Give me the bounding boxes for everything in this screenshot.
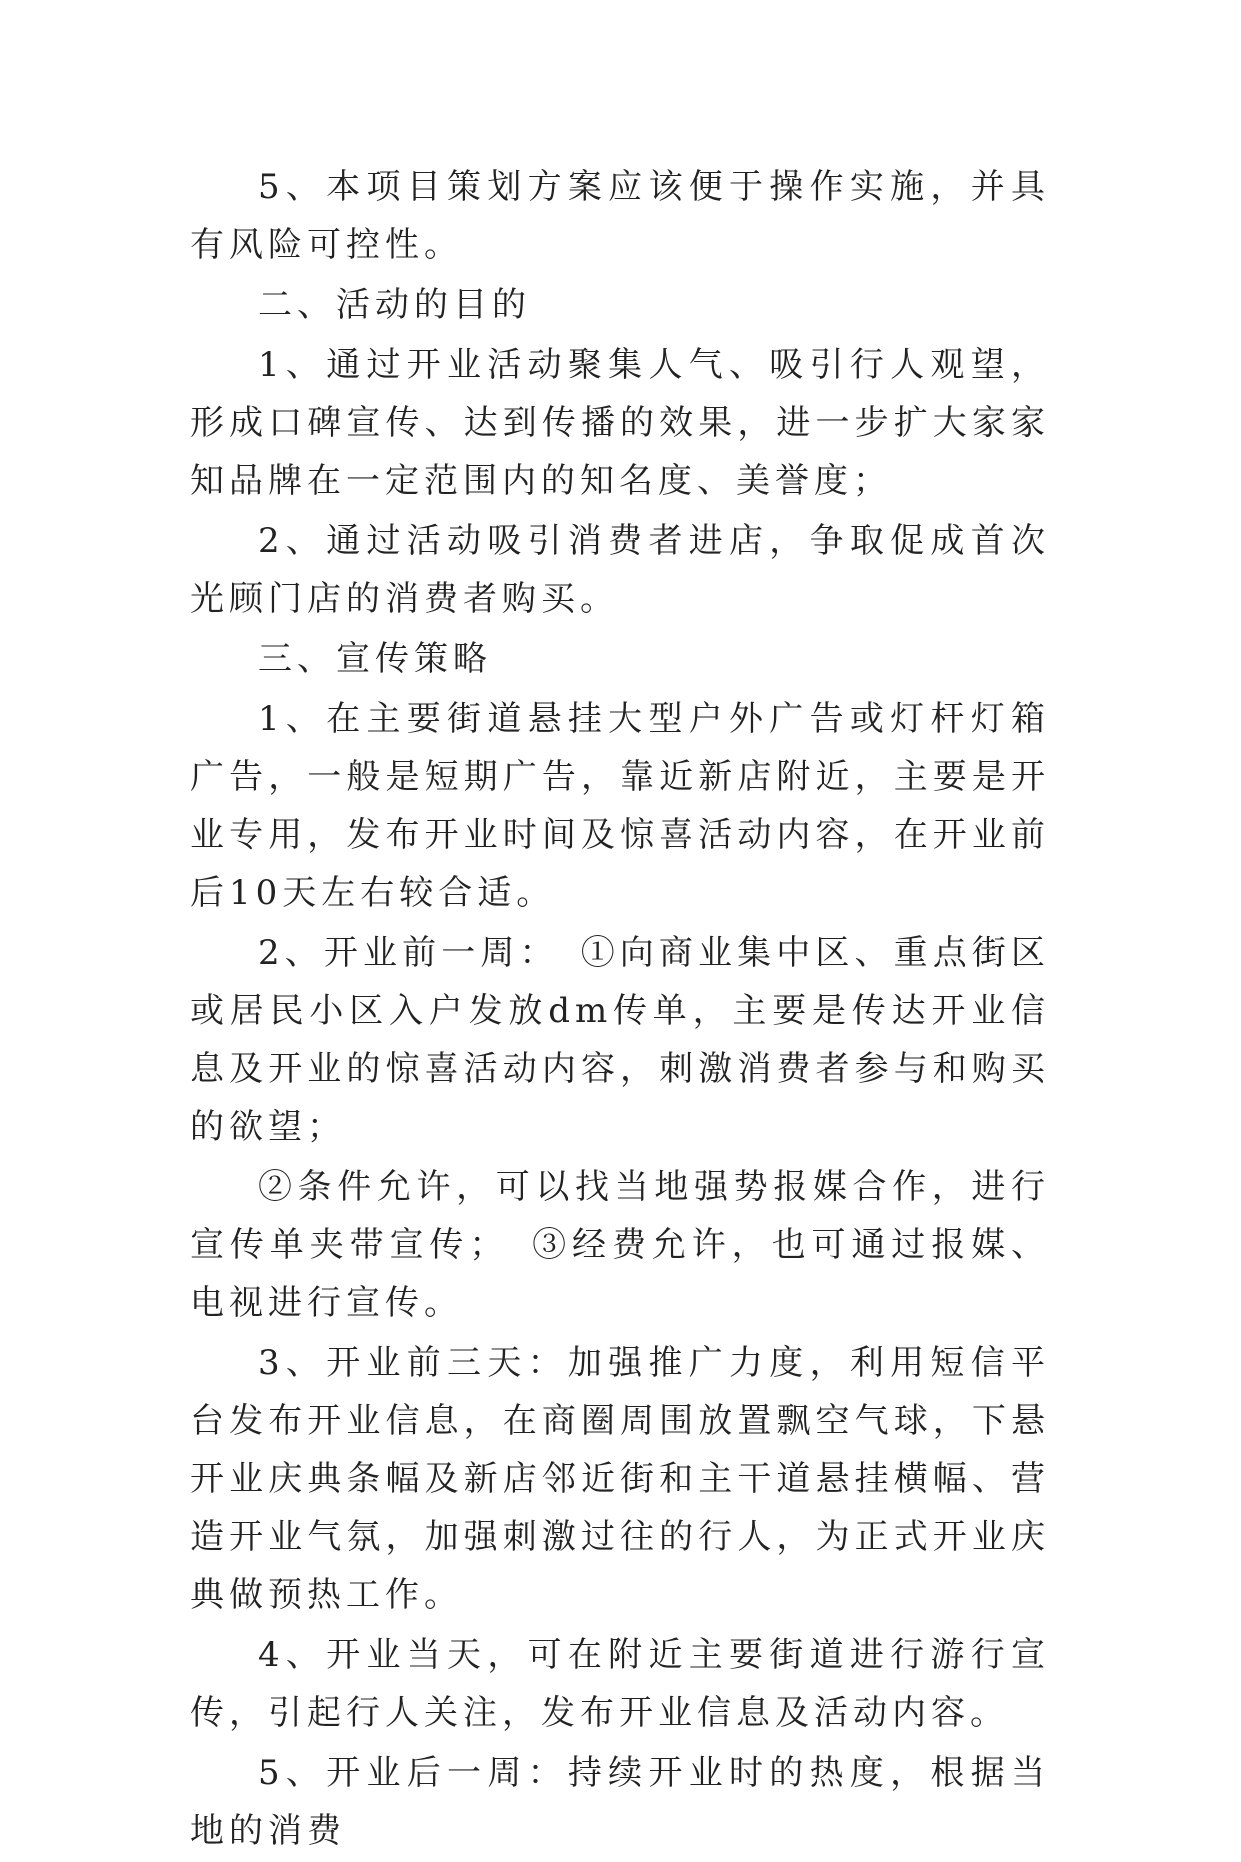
section-heading-purpose: 二、活动的目的 — [258, 285, 531, 325]
paragraph-promotion-3: 3、开业前三天：加强推广力度，利用短信平台发布开业信息，在商圈周围放置飘空气球，下悬开业庆典条幅及新店邻近街和主干道悬挂横幅、营造开业气氛，加强刺激过往的行人，为正式开业庆典做预热工作。 — [190, 1343, 1050, 1615]
paragraph-purpose-1: 1、通过开业活动聚集人气、吸引行人观望，形成口碑宣传、达到传播的效果，进一步扩大家家知品牌在一定范围内的知名度、美誉度； — [190, 345, 1050, 501]
document-body — [190, 158, 1050, 1862]
section-heading-promotion: 三、宣传策略 — [258, 639, 492, 679]
paragraph-promotion-1: 1、在主要街道悬挂大型户外广告或灯杆灯箱广告，一般是短期广告，靠近新店附近，主要是开业专用，发布开业时间及惊喜活动内容，在开业前后10天左右较合适。 — [190, 699, 1050, 913]
paragraph-risk-control: 5、本项目策划方案应该便于操作实施，并具有风险可控性。 — [190, 167, 1050, 265]
paragraph-promotion-4: 4、开业当天，可在附近主要街道进行游行宣传，引起行人关注，发布开业信息及活动内容。 — [190, 1635, 1050, 1733]
paragraph-promotion-2-cont: ②条件允许，可以找当地强势报媒合作，进行宣传单夹带宣传； ③经费允许，也可通过报媒、电视进行宣传。 — [190, 1167, 1050, 1323]
paragraph-promotion-5: 5、开业后一周：持续开业时的热度，根据当地的消费 — [190, 1753, 1050, 1851]
paragraph-promotion-2: 2、开业前一周： ①向商业集中区、重点街区或居民小区入户发放dm传单，主要是传达开业信息及开业的惊喜活动内容，刺激消费者参与和购买的欲望； — [190, 933, 1050, 1147]
paragraph-purpose-2: 2、通过活动吸引消费者进店，争取促成首次光顾门店的消费者购买。 — [190, 521, 1050, 619]
